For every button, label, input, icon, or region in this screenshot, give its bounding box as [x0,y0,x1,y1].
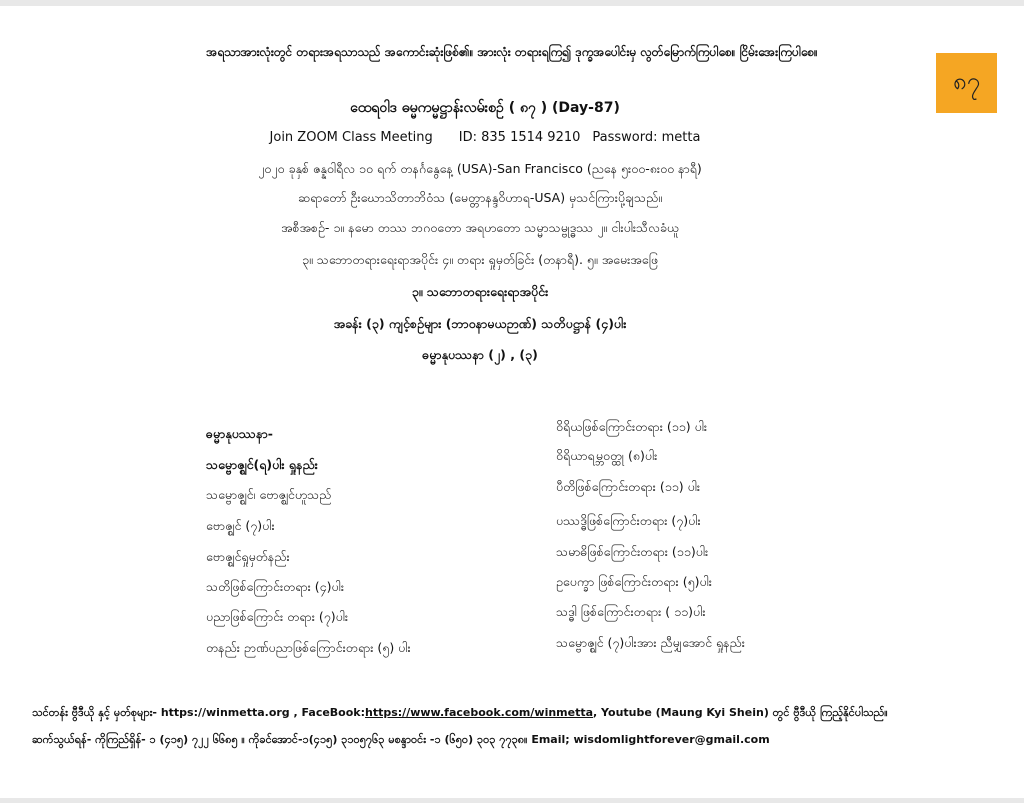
left-column-item: သမ္ဗောဇ္ဈင်၊ ဗောဇ္ဈင်ဟူသည် [206,487,332,502]
zoom-id: ID: 835 1514 9210 [458,130,581,145]
right-column-item: ဝိရိယဖြစ်ကြောင်းတရား (၁၁) ပါး [556,419,708,434]
right-column-item: ဥပေက္ခာ ဖြစ်ကြောင်းတရား (၅)ပါး [556,574,712,589]
zoom-label: Join ZOOM Class Meeting [269,130,433,145]
document-page [0,6,1024,798]
date-line: ၂၀၂၀ ခုနှစ် ဇန္နဝါရီလ ၁၀ ရက် တနင်္ဂနွေနေ့ (USA)-San Francisco (ညနေ ၅း၀၀-၈း၀၀ နာရီ) [258,161,702,176]
schedule-line-1: အစီအစဉ်- ၁။ နမော တဿ ဘဂဝတော အရဟတော သမ္မာသမ္ဗုဒ္ဓဿ ၂။ ငါးပါးသီလခံယူ [280,220,680,235]
zoom-password: Password: metta [592,130,701,145]
header-motto: အရသာအားလုံးတွင် တရားအရသာသည် အကောင်းဆုံးဖြစ်၏။ အားလုံး တရားရကြ၍ ဒုက္ခအပေါင်းမှ လွတ်မြောက်ကြပါစေ။ ငြိမ်းအေးကြပါစေ။ [206,45,818,59]
teacher-line: ဆရာတော် ဦးဃောသိတာဘိဝံသ (မေတ္တာနန္ဒဝိဟာရ-USA) မှသင်ကြားပို့ချသည်။ [298,190,662,205]
section-heading: ၃။ သဘောတရားရေးရာအပိုင်း [411,284,549,299]
right-column-item: ပဿဒ္ဓိဖြစ်ကြောင်းတရား (၇)ပါး [556,513,701,528]
page-number-badge: ၈၇ [936,53,997,113]
footer-links-suffix: , Youtube (Maung Kyi Shein) တွင် ဗွီဒီယို ကြည့်နိုင်ပါသည်။ [593,706,888,719]
footer-links [32,706,888,722]
left-column-item: တနည်း ဉာဏ်ပညာဖြစ်ကြောင်းတရား (၅) ပါး [206,640,411,655]
left-column-item: ပညာဖြစ်ကြောင်း တရား (၇)ပါး [206,609,349,624]
left-column-item: ဗောဇ္ဈင်ရှုမှတ်နည်း [206,549,290,564]
right-column-item: သမာဓိဖြစ်ကြောင်းတရား (၁၁)ပါး [556,544,709,559]
section-subheading: အခန်း (၃) ကျင့်စဉ်များ (ဘာဝနာမယဉာဏ်) သတိပဋ္ဌာန် (၄)ပါး [333,316,627,331]
left-column-item: ဗောဇ္ဈင် (၇)ပါး [206,518,275,533]
left-column-item: ဓမ္မာနုပဿနာ- [206,426,273,441]
right-column-item: သမ္ဗောဇ္ဈင် (၇)ပါးအား ညီမျှအောင် ရှုနည်း [556,635,745,650]
footer-links-prefix: သင်တန်း ဗွီဒီယို နှင့် မှတ်စုများ- https://winmetta.org , FaceBook: [32,706,366,719]
page-title: ထေရဝါဒ ဓမ္မကမ္မဋ္ဌာန်းလမ်းစဉ် ( ၈၇ ) (Day-87) [350,100,620,116]
schedule-line-2: ၃။ သဘောတရားရေးရာအပိုင်း ၄။ တရား ရှုမှတ်ခြင်း (တနာရီ). ၅။ အမေးအဖြေ [301,252,659,267]
section-subheading-2: ဓမ္မာနုပဿနာ (၂) , (၃) [422,347,538,362]
left-column-item: သတိဖြစ်ကြောင်းတရား (၄)ပါး [206,579,345,594]
facebook-link[interactable]: https://www.facebook.com/winmetta [365,706,594,719]
footer-contact: ဆက်သွယ်ရန်- ကိုကြည်ရှိန်- ၁ (၄၁၅) ၇၂၂ ၆၆၈၅ ။ ကိုခင်အောင်-၁(၄၁၅) ၃၁၀၅၇၆၃ မစန္ဒာဝင်း -၁ (၆၅၀) ၃၀၃ ၇၇၃၈။ Email; wisdomlightforever@gmail.com [32,733,770,746]
right-column-item: သဒ္ဓါ ဖြစ်ကြောင်းတရား ( ၁၁)ပါး [556,604,706,619]
zoom-meeting-info [0,130,970,145]
right-column-item: ဝိရိယာရမ္ဘဝတ္ထု (၈)ပါး [556,448,658,463]
right-column-item: ပီတိဖြစ်ကြောင်းတရား (၁၁) ပါး [556,479,701,494]
left-column-item: သမ္ဗောဇ္ဈင်(ရ)ပါး ရှုနည်း [206,457,318,472]
